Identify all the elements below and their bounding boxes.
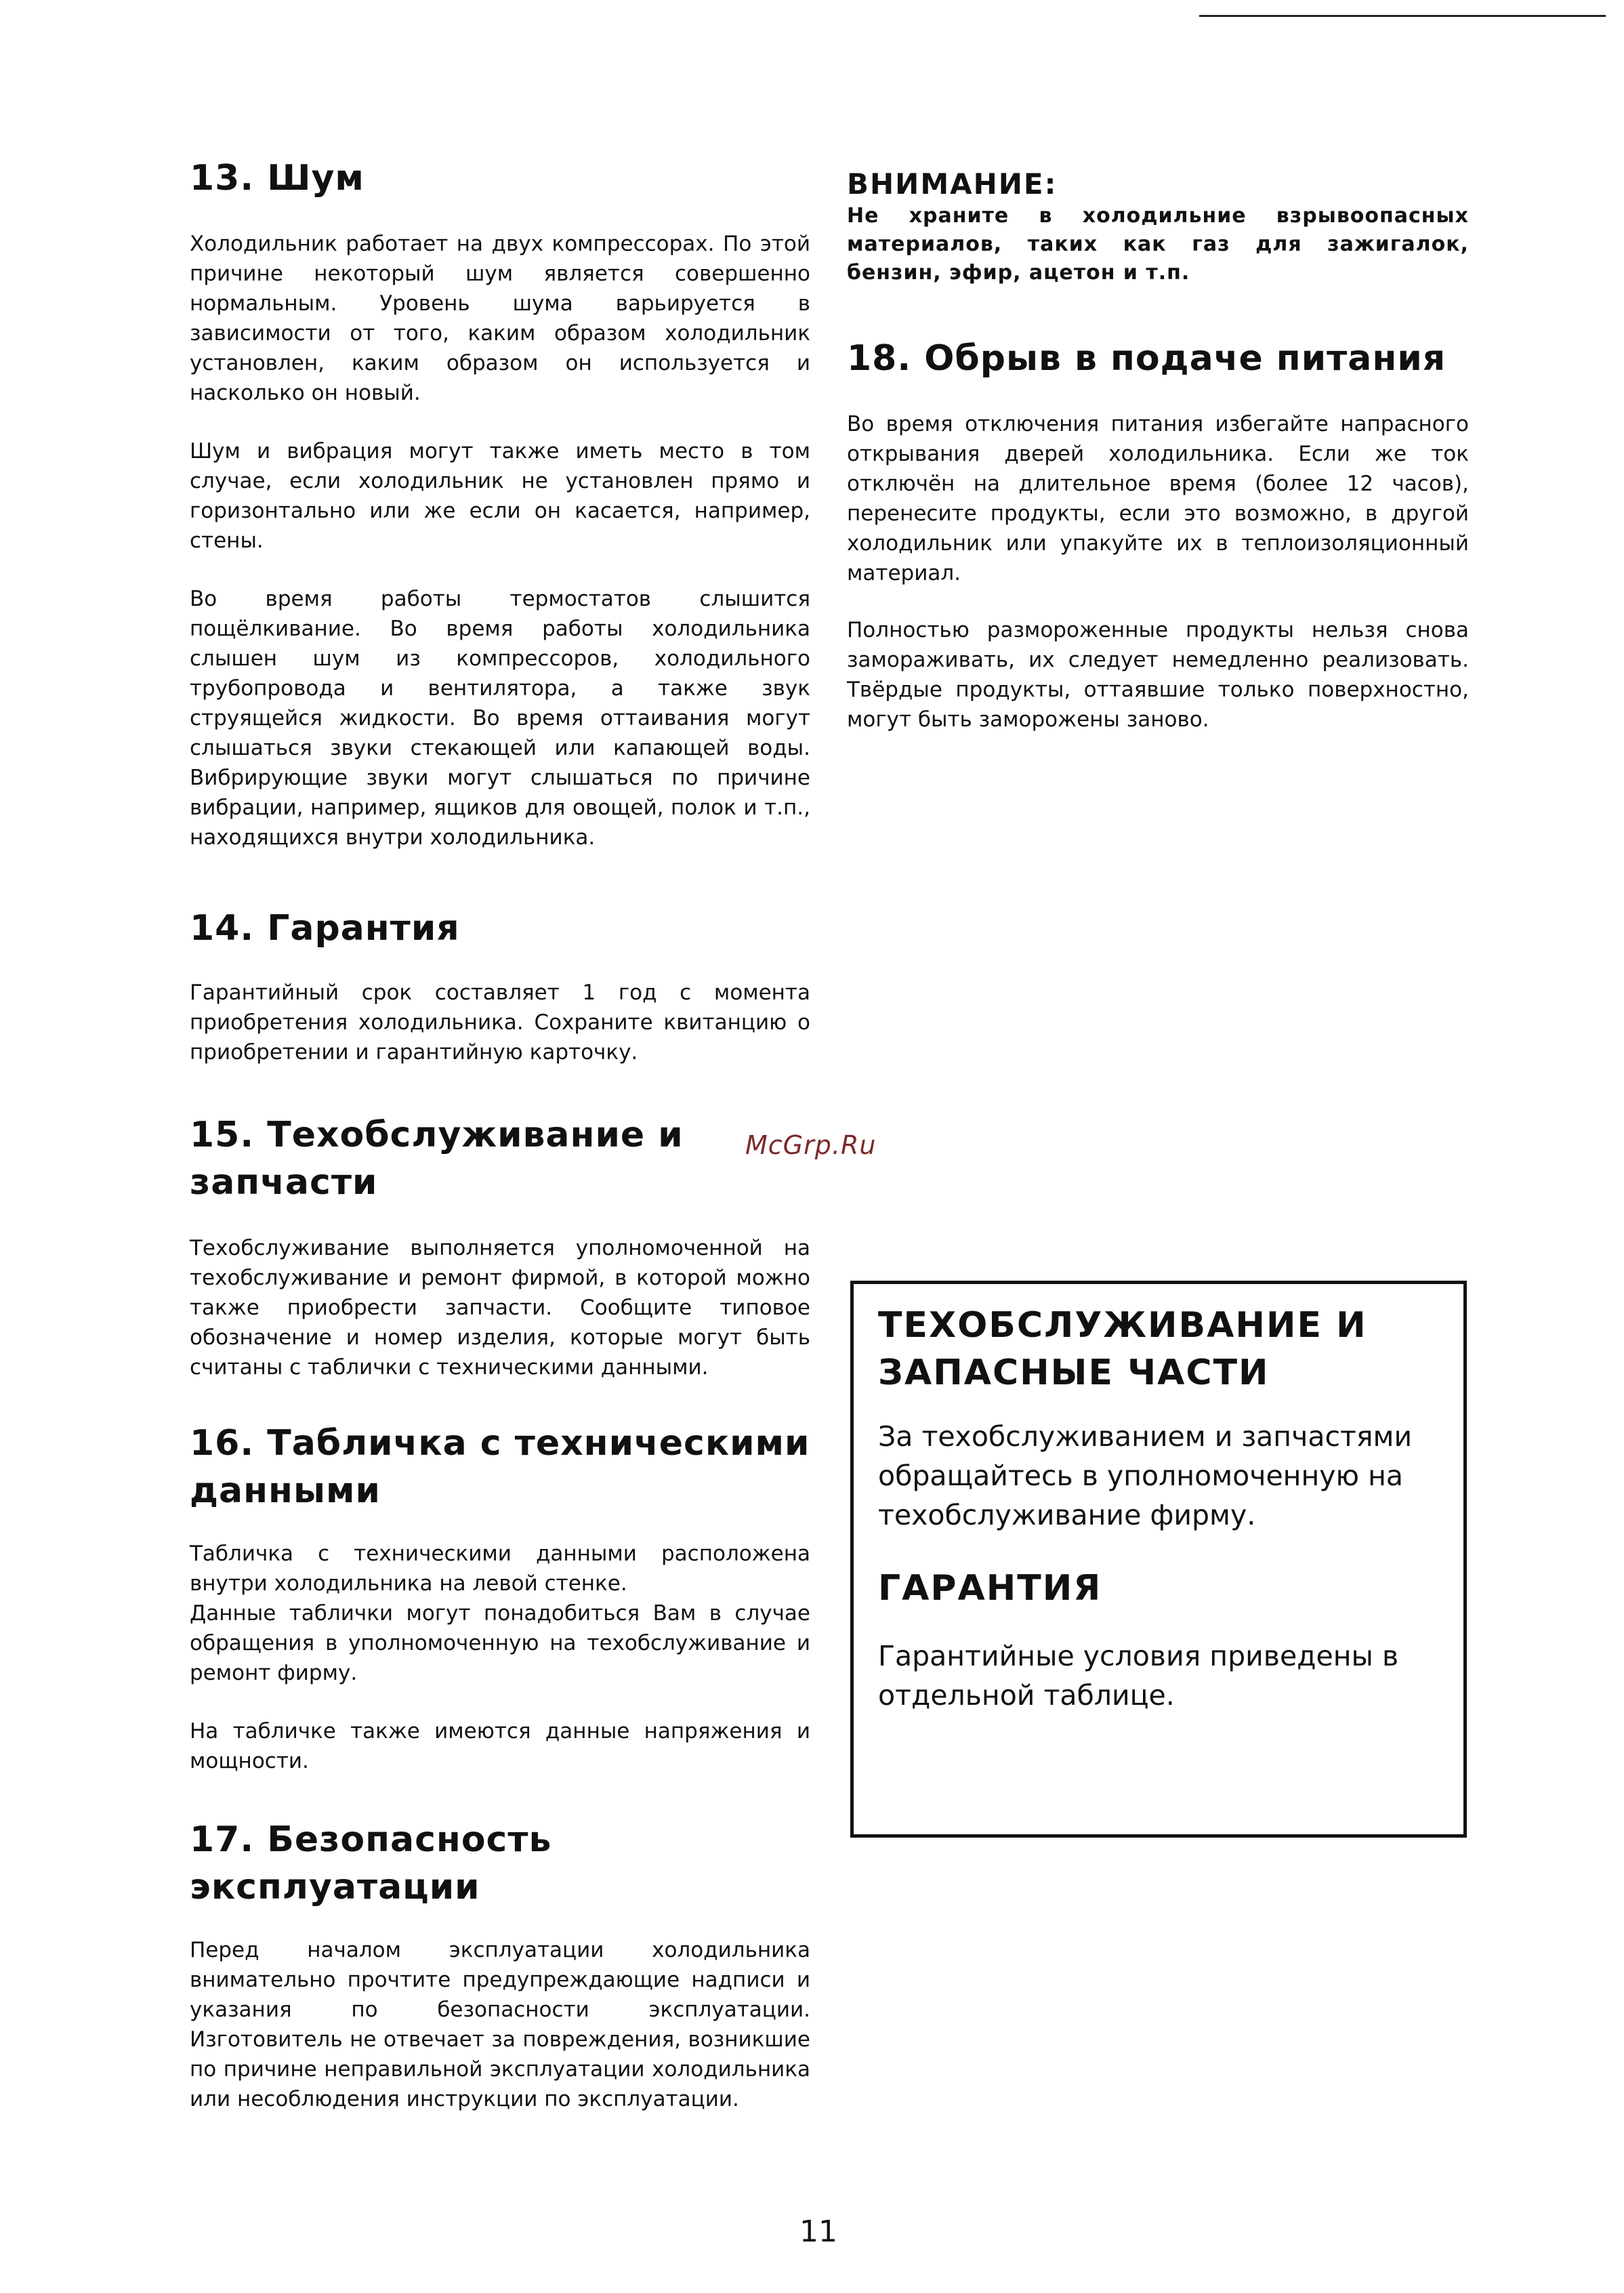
section-13-paragraph-2: Шум и вибрация могут также иметь место в том случае, если холодильник не установлен прямо и горизонтально или же если он касается, например, стены. [190,439,810,553]
section-14-title: 14. Гарантия [190,908,460,949]
info-box-warranty-text: Гарантийные условия приведены в отдельной таблице. [878,1640,1399,1712]
section-18-paragraph-1: Во время отключения питания избегайте напрасного открывания дверей холодильника. Если же ток отключён на длительное время (более 12 часов), перенесите продукты, если это возможно, в другой холодильник или упакуйте их в теплоизоляционный материал. [847,412,1469,585]
section-13-title: 13. Шум [190,158,365,199]
section-18-title: 18. Обрыв в подаче питания [847,338,1446,379]
section-17-paragraph-1: Перед началом эксплуатации холодильника внимательно прочтите предупреждающие надписи и указания по безопасности эксплуатации. Изготовитель не отвечает за повреждения, возникшие по причине неправильной эксплуатации холодильника или несоблюдения инструкции по эксплуатации. [190,1938,810,2111]
info-box-service-title: ТЕХОБСЛУЖИВАНИЕ И ЗАПАСНЫЕ ЧАСТИ [878,1305,1367,1393]
section-13 [190,154,810,852]
section-13-paragraph-1: Холодильник работает на двух компрессорах. По этой причине некоторый шум является совершенно нормальным. Уровень шума варьируется в зависимости от того, каким образом холодильник установлен, каким образом он используется и насколько он новый. [190,232,810,405]
warning-block [847,167,1469,287]
section-16-paragraph-3: На табличке также имеются данные напряжения и мощности. [190,1719,810,1773]
section-14-paragraph-1: Гарантийный срок составляет 1 год с момента приобретения холодильника. Сохраните квитанцию о приобретении и гарантийную карточку. [190,980,810,1065]
section-13-paragraph-3: Во время работы термостатов слышится пощёлкивание. Во время работы холодильника слышен шум из компрессоров, холодильного трубопровода и вентилятора, а также звук струящейся жидкости. Во время оттаивания могут слышаться звуки стекающей или капающей воды. Вибрирующие звуки могут слышаться по причине вибрации, например, ящиков для овощей, полок и т.п., находящихся внутри холодильника. [190,587,810,850]
section-16 [190,1420,810,1776]
info-box-warranty-title: ГАРАНТИЯ [878,1568,1102,1609]
warning-text: Не храните в холодильние взрывоопасных материалов, таких как газ для зажигалок, бензин, эфир, ацетон и т.п. [847,204,1469,285]
page-number: 11 [799,2214,837,2249]
section-14 [190,905,810,1067]
section-16-paragraph-2: Данные таблички могут понадобиться Вам в случае обращения в уполномоченную на техобслуживание и ремонт фирму. [190,1601,810,1685]
section-18 [847,335,1469,735]
section-15-title: 15. Техобслуживание и запчасти [190,1115,684,1203]
section-16-paragraph-1: Табличка с техническими данными расположена внутри холодильника на левой стенке. [190,1542,810,1596]
info-box [850,1281,1467,1838]
section-15 [190,1111,705,1206]
info-box-service-text: За техобслуживанием и запчастями обращайтесь в уполномоченную на техобслуживание фирму. [878,1420,1413,1531]
section-17-title: 17. Безопасность эксплуатации [190,1819,552,1907]
section-18-paragraph-2: Полностью размороженные продукты нельзя снова замораживать, их следует немедленно реализовать. Твёрдые продукты, оттаявшие только поверхностно, могут быть заморожены заново. [847,618,1469,732]
section-16-title: 16. Табличка с техническими данными [190,1423,810,1511]
warning-title: ВНИМАНИЕ: [847,167,1058,201]
section-15-body [190,1233,810,1382]
section-17 [190,1816,810,2114]
section-15-paragraph-1: Техобслуживание выполняется уполномоченной на техобслуживание и ремонт фирмой, в которой можно также приобрести запчасти. Сообщите типовое обозначение и номер изделия, которые могут быть считаны с таблички с техническими данными. [190,1236,810,1380]
top-rule [1199,15,1606,17]
watermark: McGrp.Ru [745,1130,877,1160]
